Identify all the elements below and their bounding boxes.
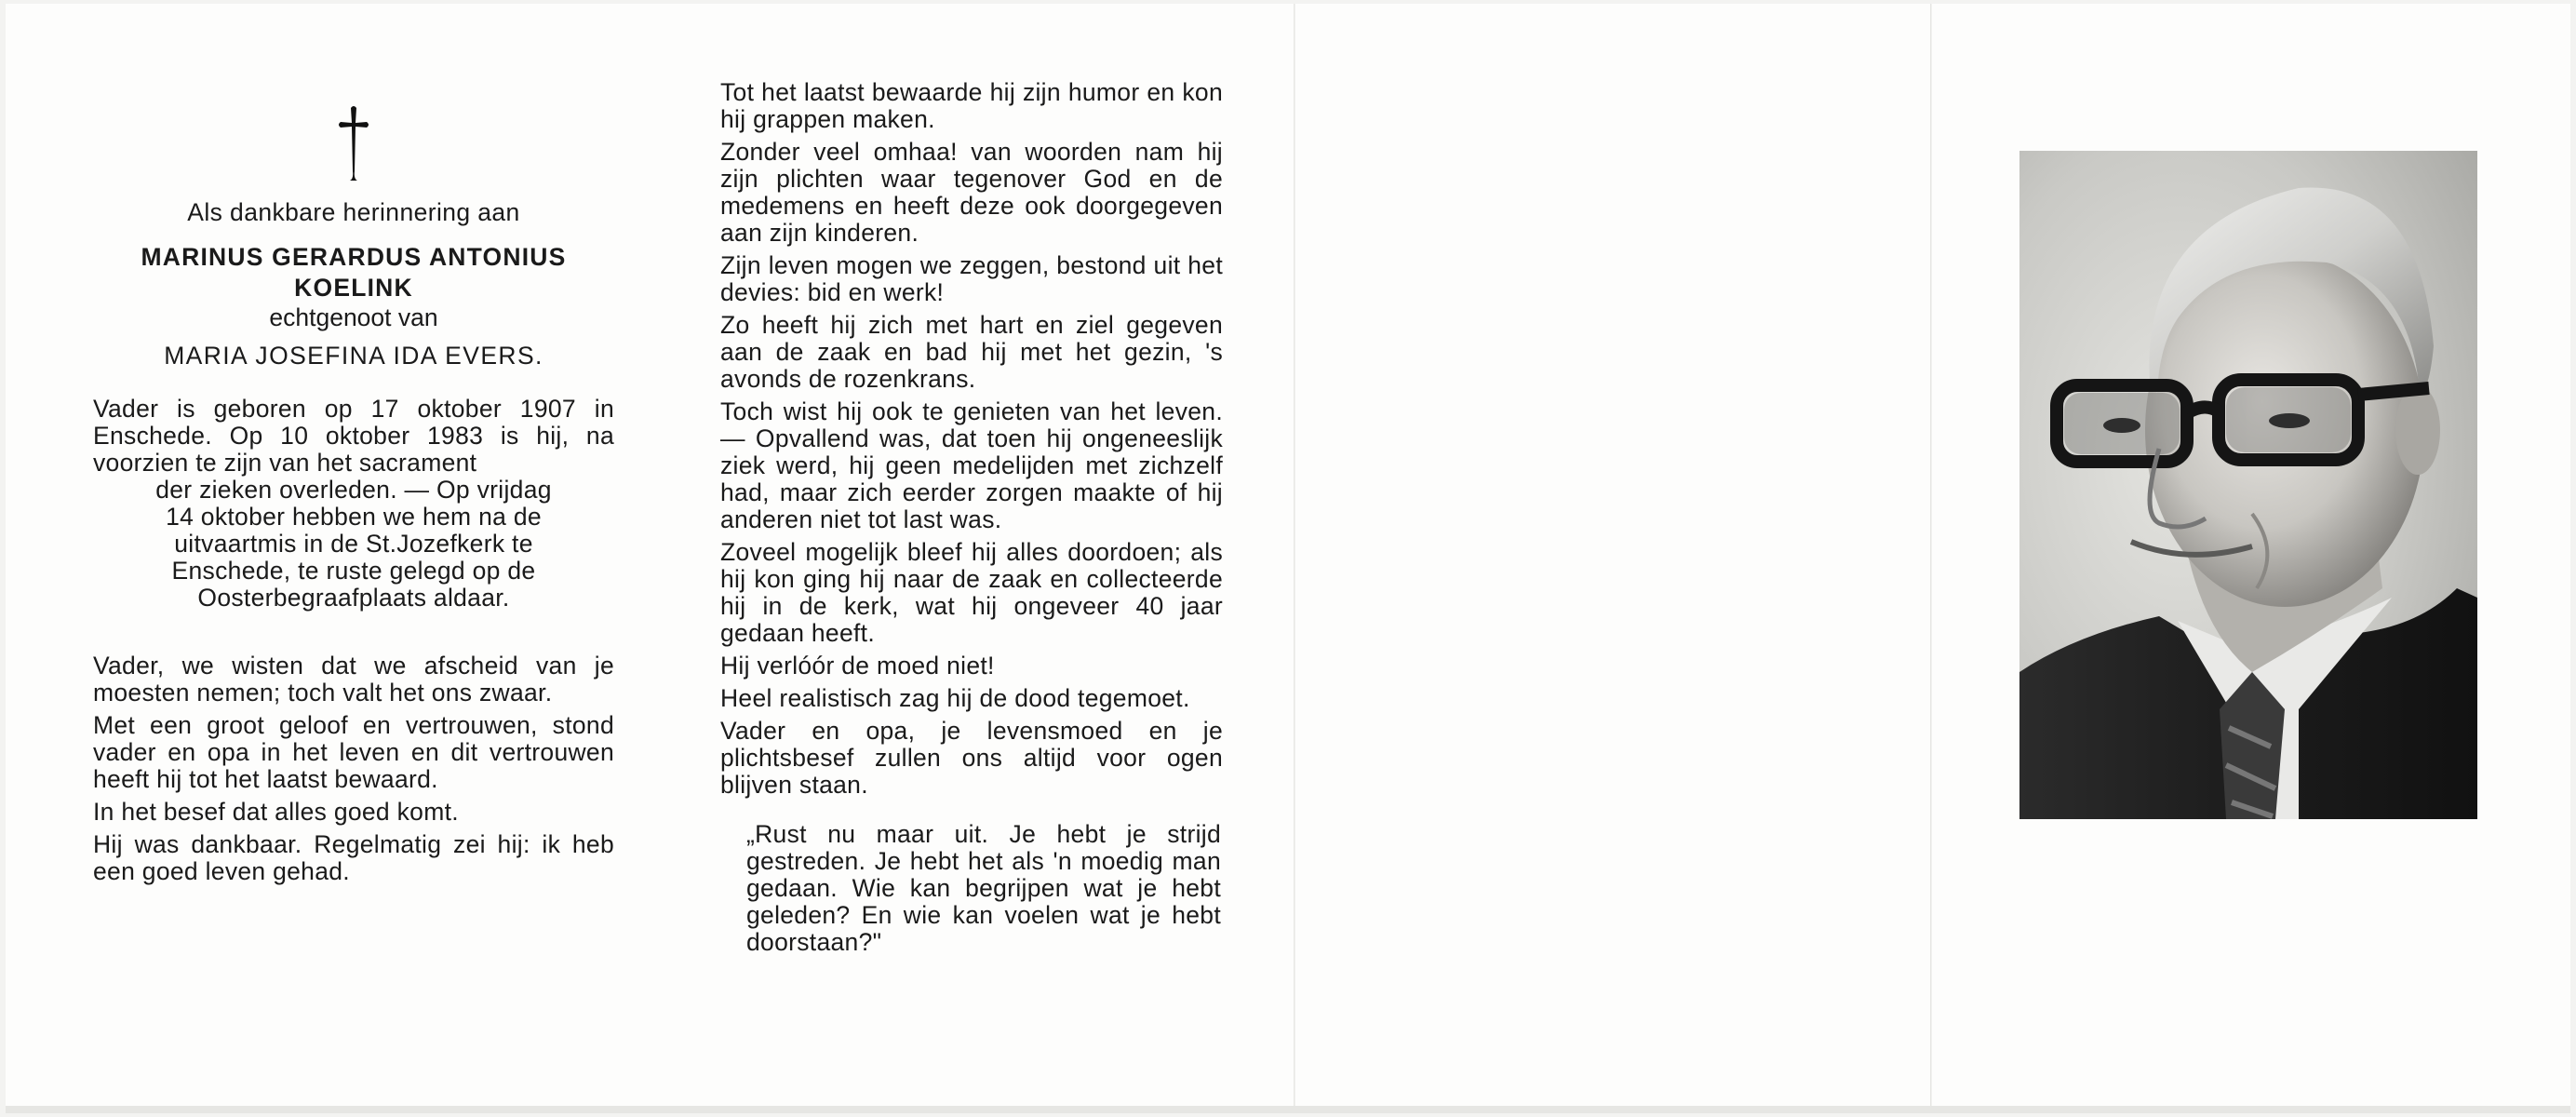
portrait-photo	[2019, 151, 2477, 819]
deceased-name-line2: KOELINK	[294, 274, 413, 302]
paragraph: In het besef dat alles goed komt.	[93, 798, 459, 826]
deceased-name	[93, 243, 614, 304]
bio-line: Enschede, te ruste gelegd op de	[171, 557, 536, 585]
scan-bottom-edge	[6, 1106, 2570, 1113]
card-fold-line	[1294, 4, 1295, 1110]
bio-text: Vader is geboren op 17 oktober 1907 in Enschede. Op 10 oktober 1983 is hij, na voorzien te zijn van het sacrament	[93, 395, 614, 477]
paragraph: Vader en opa, je levensmoed en je plichtsbesef zullen ons altijd voor ogen blijven staan.	[720, 717, 1223, 799]
paragraph: Tot het laatst bewaarde hij zijn humor en kon hij grappen maken.	[720, 78, 1223, 133]
bio-line: Oosterbegraafplaats aldaar.	[197, 584, 510, 612]
paragraph: Zonder veel omhaa! van woorden nam hij zijn plichten waar tegenover God en de medemens en heeft deze ook doorgegeven aan zijn kinderen.	[720, 138, 1223, 247]
portrait-illustration	[2019, 151, 2477, 819]
card-fold-line	[1930, 4, 1932, 1110]
deceased-name-line1: MARINUS GERARDUS ANTONIUS	[141, 243, 567, 271]
bio-line: uitvaartmis in de St.Jozefkerk te	[174, 530, 533, 558]
bio-line: der zieken overleden. — Op vrijdag	[155, 476, 552, 504]
paragraph: Zoveel mogelijk bleef hij alles doordoen; als hij kon ging hij naar de zaak en collecteerde hij in de kerk, wat hij ongeveer 40 jaar gedaan heeft.	[720, 538, 1223, 647]
paragraph: Toch wist hij ook te genieten van het leven. — Opvallend was, dat toen hij ongeneeslijk ziek werd, hij geen medelijden met zichzelf had, maar zich eerder zorgen maakte of hij anderen niet tot last was.	[720, 397, 1223, 533]
bio-centered	[93, 477, 614, 612]
bio-line: 14 oktober hebben we hem na de	[166, 503, 542, 531]
middle-panel	[720, 79, 1223, 956]
paragraph: Met een groot geloof en vertrouwen, stond vader en opa in het leven en dit vertrouwen heeft hij tot het laatst bewaard.	[93, 711, 614, 793]
latin-cross-icon	[335, 104, 372, 181]
spouse-intro: echtgenoot van	[269, 303, 438, 331]
closing-quote: „Rust nu maar uit. Je hebt je strijd gestreden. Je hebt het als 'n moedig man gedaan. Wie kan begrijpen wat je hebt geleden? En wie kan voelen wat je hebt doorstaan?"	[746, 820, 1221, 956]
paragraph: Zijn leven mogen we zeggen, bestond uit het devies: bid en werk!	[720, 251, 1223, 306]
intro-line: Als dankbare herinnering aan	[187, 198, 520, 226]
paragraph: Hij verlóór de moed niet!	[720, 652, 995, 680]
left-panel	[93, 93, 614, 891]
paragraph: Vader, we wisten dat we afscheid van je moesten nemen; toch valt het ons zwaar.	[93, 652, 614, 707]
paragraph: Zo heeft hij zich met hart en ziel gegeven aan de zaak en bad hij met het gezin, 's avonds de rozenkrans.	[720, 311, 1223, 393]
paragraph: Hij was dankbaar. Regelmatig zei hij: ik heb een goed leven gehad.	[93, 830, 614, 885]
paragraph: Heel realistisch zag hij de dood tegemoet.	[720, 684, 1190, 712]
spouse-name: MARIA JOSEFINA IDA EVERS.	[164, 342, 543, 370]
